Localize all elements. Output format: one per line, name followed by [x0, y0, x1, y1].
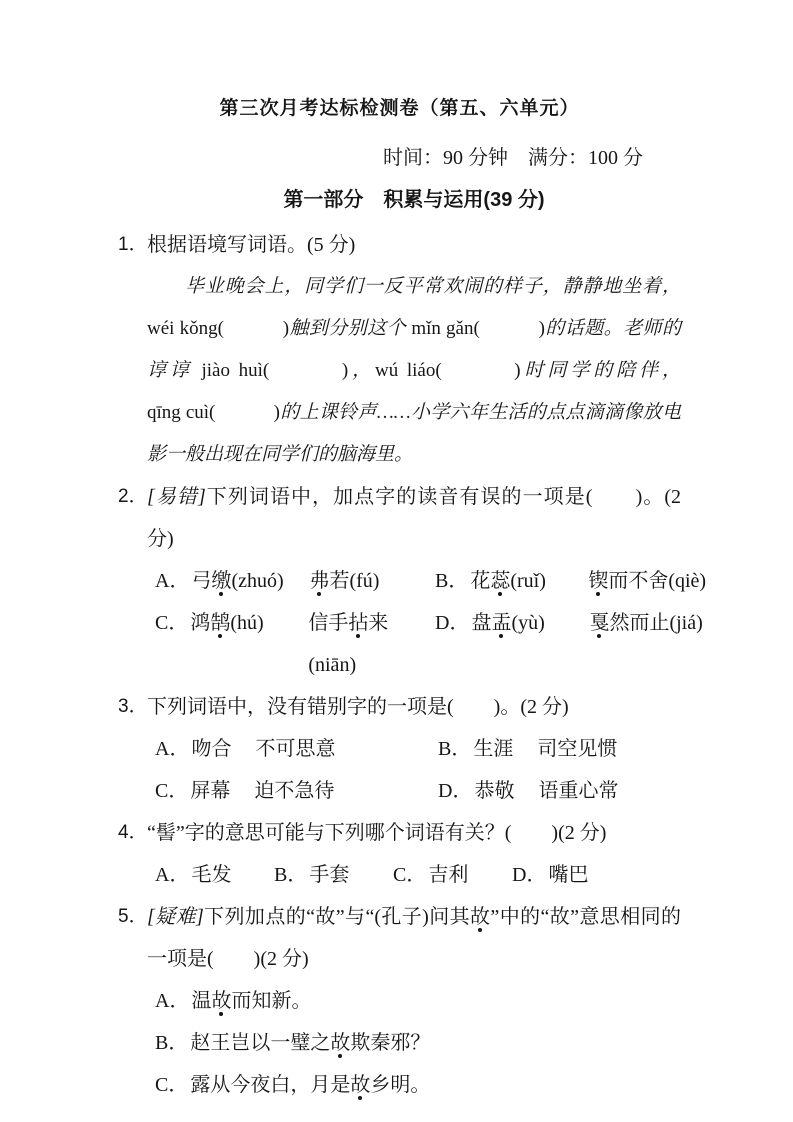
text-segment: 露从今夜白，月是: [190, 1074, 351, 1096]
option-text: [191, 980, 311, 1022]
text-segment: 恭敬: [474, 780, 515, 802]
question-3: [118, 686, 681, 812]
text-segment: wú liáo( ): [374, 360, 521, 381]
text-segment: 鸿: [190, 612, 211, 634]
option-label: A．: [155, 864, 190, 886]
option-label: B．: [274, 864, 308, 886]
text-segment: 吻合: [191, 738, 232, 760]
option-word: [428, 854, 468, 896]
text-segment: jiào huì( ): [201, 360, 349, 381]
option-B: [274, 854, 393, 896]
text-segment: 下列词语中，加点字的读音有误的一项是( )。(2 分): [147, 486, 681, 550]
question-body: [147, 476, 707, 686]
text-segment: 然而止(jiá): [609, 612, 703, 634]
emphasis-dot-char: 弗: [309, 570, 330, 592]
option-label: C．: [155, 780, 189, 802]
text-segment: ”中的“故”意思相同的一项是( )(2 分): [147, 906, 681, 970]
text-segment: 而知新。: [231, 990, 312, 1012]
question-stem: [147, 476, 681, 560]
option-word: [191, 854, 231, 896]
text-segment: 而不舍(qiè): [608, 570, 707, 592]
option-A: [147, 980, 681, 1022]
option-D: [435, 602, 715, 686]
option-word: [471, 602, 589, 644]
question-number: 2．: [118, 486, 148, 507]
option-label: A．: [155, 990, 190, 1012]
emphasis-dot-char: 蕊: [490, 570, 511, 592]
text-segment: 屏幕: [190, 780, 231, 802]
emphasis-dot-char: 故: [330, 1032, 351, 1054]
question-5: [118, 896, 681, 1106]
emphasis-dot-char: 故: [211, 990, 232, 1012]
option-B: [147, 1022, 681, 1064]
question-body: [147, 686, 681, 812]
section-heading: 第一部分 积累与运用(39 分): [283, 189, 545, 211]
question-body: [147, 224, 681, 476]
emphasis-dot-char: 故: [350, 1074, 371, 1096]
option-text: [190, 1064, 430, 1106]
text-segment: 生涯: [473, 738, 514, 760]
option-label: A．: [155, 570, 190, 592]
option-label: D．: [435, 612, 470, 634]
text-segment: 来(niān): [308, 612, 389, 676]
text-segment: 毛发: [191, 864, 232, 886]
option-word: [309, 854, 349, 896]
question-paragraph: [147, 266, 681, 476]
option-word: [308, 602, 435, 686]
option-word: [548, 854, 588, 896]
option-word: [589, 602, 702, 644]
question-number: 3．: [118, 696, 148, 717]
question-1: [118, 224, 681, 476]
text-segment: 乡明。: [370, 1074, 431, 1096]
text-segment: 嘴巴: [548, 864, 589, 886]
question-stem: [147, 686, 681, 728]
text-segment: 手套: [309, 864, 350, 886]
text-segment: kǒng( ): [179, 318, 290, 339]
option-A: [155, 728, 438, 770]
option-label: A．: [155, 738, 190, 760]
text-segment: [易错]: [147, 486, 206, 508]
option-C: [147, 1064, 681, 1106]
option-C: [393, 854, 512, 896]
option-label: B．: [155, 1032, 189, 1054]
text-segment: mǐn gǎn( ): [411, 318, 545, 339]
option-word: [474, 770, 538, 812]
text-segment: 的话题。老师的谆谆: [147, 318, 681, 381]
option-B: [435, 560, 715, 602]
options-row: [147, 728, 681, 770]
option-word: [538, 770, 618, 812]
options-row: [147, 770, 681, 812]
option-C: [155, 770, 438, 812]
text-segment: [疑难]: [147, 906, 204, 928]
option-A: [155, 560, 435, 602]
option-label: C．: [155, 612, 189, 634]
option-D: [512, 854, 631, 896]
exam-time-score-info: 时间：90 分钟 满分：100 分: [383, 147, 643, 169]
option-C: [155, 602, 435, 686]
text-segment: 赵王岂以一璧之: [190, 1032, 331, 1054]
question-body: [147, 812, 681, 896]
emphasis-dot-char: 锲: [588, 570, 609, 592]
option-word: [309, 560, 379, 602]
text-segment: 下列加点的“故”与“(孔子)问其: [203, 906, 471, 928]
option-word: [255, 728, 335, 770]
exam-title: 第三次月考达标检测卷（第五、六单元）: [219, 98, 580, 119]
emphasis-dot-char: 拈: [348, 612, 369, 634]
option-B: [438, 728, 721, 770]
option-word: [254, 770, 334, 812]
text-segment: (yù): [511, 612, 545, 634]
option-word: [537, 728, 617, 770]
text-segment: 下列词语中，没有错别字的一项是( )。(2 分): [147, 696, 569, 718]
text-segment: (ruǐ): [510, 570, 546, 592]
question-number: 5．: [118, 906, 148, 927]
text-segment: qīng cuì( ): [147, 402, 280, 423]
option-A: [155, 854, 274, 896]
question-2: [118, 476, 707, 686]
text-segment: 花: [470, 570, 491, 592]
question-stem: [147, 812, 681, 854]
text-segment: 温: [191, 990, 212, 1012]
text-segment: 吉利: [428, 864, 469, 886]
text-segment: 欺秦邪？: [350, 1032, 431, 1054]
text-segment: (zhuó): [231, 570, 284, 592]
text-segment: 不可思意: [255, 738, 336, 760]
text-segment: 毕业晚会上，同学们一反平常欢闹的样子，静静地坐着，: [185, 276, 681, 297]
emphasis-dot-char: 戛: [589, 612, 610, 634]
text-segment: 弓: [191, 570, 212, 592]
text-segment: 语重心常: [538, 780, 619, 802]
option-word: [191, 560, 309, 602]
question-4: [118, 812, 681, 896]
option-label: D．: [438, 780, 473, 802]
emphasis-dot-char: 盂: [491, 612, 512, 634]
options-row: [147, 560, 707, 602]
option-word: [190, 602, 308, 644]
text-segment: 若(fú): [329, 570, 380, 592]
options-row: [147, 602, 703, 686]
option-label: B．: [438, 738, 472, 760]
question-stem: [147, 224, 681, 266]
option-word: [473, 728, 537, 770]
text-segment: 根据语境写词语。(5 分): [147, 234, 356, 256]
option-label: D．: [512, 864, 547, 886]
text-segment: “髻”字的意思可能与下列哪个词语有关？( )(2 分): [147, 822, 607, 844]
option-text: [190, 1022, 430, 1064]
option-label: C．: [155, 1074, 189, 1096]
question-stem: [147, 896, 681, 980]
text-segment: 触到分别这个: [289, 318, 412, 339]
questions-list: [118, 224, 707, 1106]
text-segment: wéi: [147, 318, 180, 339]
text-segment: 信手: [308, 612, 349, 634]
text-segment: 的上课铃声……小学六年生活的点点滴滴像放电影一般出现在同学们的脑海里。: [147, 402, 681, 465]
question-number: 1．: [118, 234, 148, 255]
emphasis-dot-char: 鹄: [210, 612, 231, 634]
emphasis-dot-char: 缴: [211, 570, 232, 592]
emphasis-dot-char: 故: [470, 906, 491, 928]
question-number: 4．: [118, 822, 148, 843]
question-body: [147, 896, 681, 1106]
text-segment: (hú): [230, 612, 264, 634]
option-word: [588, 560, 706, 602]
option-label: B．: [435, 570, 469, 592]
option-D: [438, 770, 721, 812]
text-segment: 盘: [471, 612, 492, 634]
option-word: [191, 728, 255, 770]
option-word: [190, 770, 254, 812]
text-segment: ，: [348, 360, 375, 381]
text-segment: 司空见惯: [537, 738, 618, 760]
text-segment: 时同学的陪伴，: [520, 360, 681, 381]
options-row: [147, 854, 681, 896]
text-segment: 迫不急待: [254, 780, 335, 802]
option-label: C．: [393, 864, 427, 886]
option-word: [470, 560, 588, 602]
